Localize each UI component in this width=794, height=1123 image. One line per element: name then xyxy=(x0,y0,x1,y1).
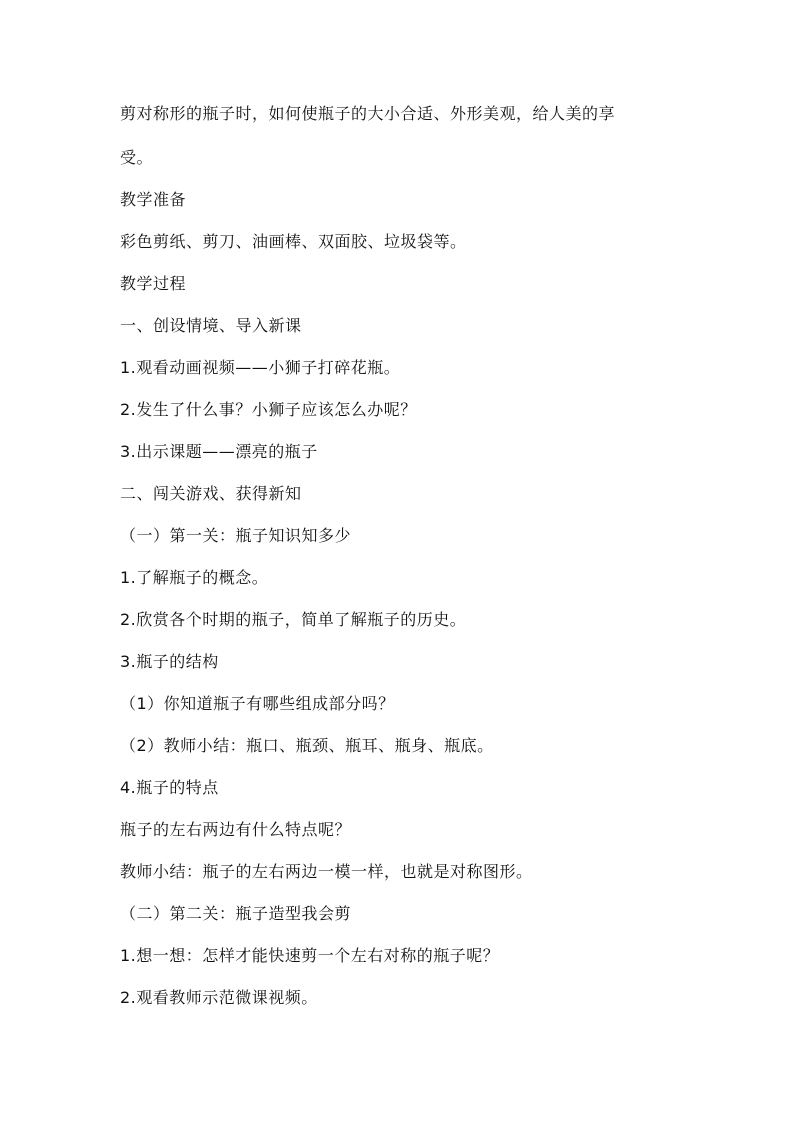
list-item: 1.观看动画视频——小狮子打碎花瓶。 xyxy=(120,358,401,377)
section-heading: 教学过程 xyxy=(120,274,187,293)
list-item: 2.观看教师示范微课视频。 xyxy=(120,988,318,1007)
list-item: 1.想一想：怎样才能快速剪一个左右对称的瓶子呢？ xyxy=(120,946,500,965)
list-item: 4.瓶子的特点 xyxy=(120,778,219,797)
list-item: 3.瓶子的结构 xyxy=(120,652,219,671)
subsection-heading: （二）第二关：瓶子造型我会剪 xyxy=(120,904,352,923)
list-item: 1.了解瓶子的概念。 xyxy=(120,568,269,587)
paragraph-line: 瓶子的左右两边有什么特点呢？ xyxy=(120,820,352,839)
list-item: （1）你知道瓶子有哪些组成部分吗？ xyxy=(120,694,395,713)
subsection-heading: （一）第一关：瓶子知识知多少 xyxy=(120,526,352,545)
section-heading: 一、创设情境、导入新课 xyxy=(120,316,302,335)
paragraph-line: 彩色剪纸、剪刀、油画棒、双面胶、垃圾袋等。 xyxy=(120,232,467,251)
list-item: 2.欣赏各个时期的瓶子，简单了解瓶子的历史。 xyxy=(120,610,467,629)
paragraph-line: 教师小结：瓶子的左右两边一模一样，也就是对称图形。 xyxy=(120,862,533,881)
paragraph-line: 受。 xyxy=(120,148,154,167)
list-item: （2）教师小结：瓶口、瓶颈、瓶耳、瓶身、瓶底。 xyxy=(120,736,494,755)
paragraph-line: 剪对称形的瓶子时，如何使瓶子的大小合适、外形美观，给人美的享 xyxy=(120,104,616,123)
section-heading: 二、闯关游戏、获得新知 xyxy=(120,484,302,503)
section-heading: 教学准备 xyxy=(120,190,187,209)
list-item: 3.出示课题——漂亮的瓶子 xyxy=(120,442,318,461)
list-item: 2.发生了什么事？小狮子应该怎么办呢？ xyxy=(120,400,417,419)
